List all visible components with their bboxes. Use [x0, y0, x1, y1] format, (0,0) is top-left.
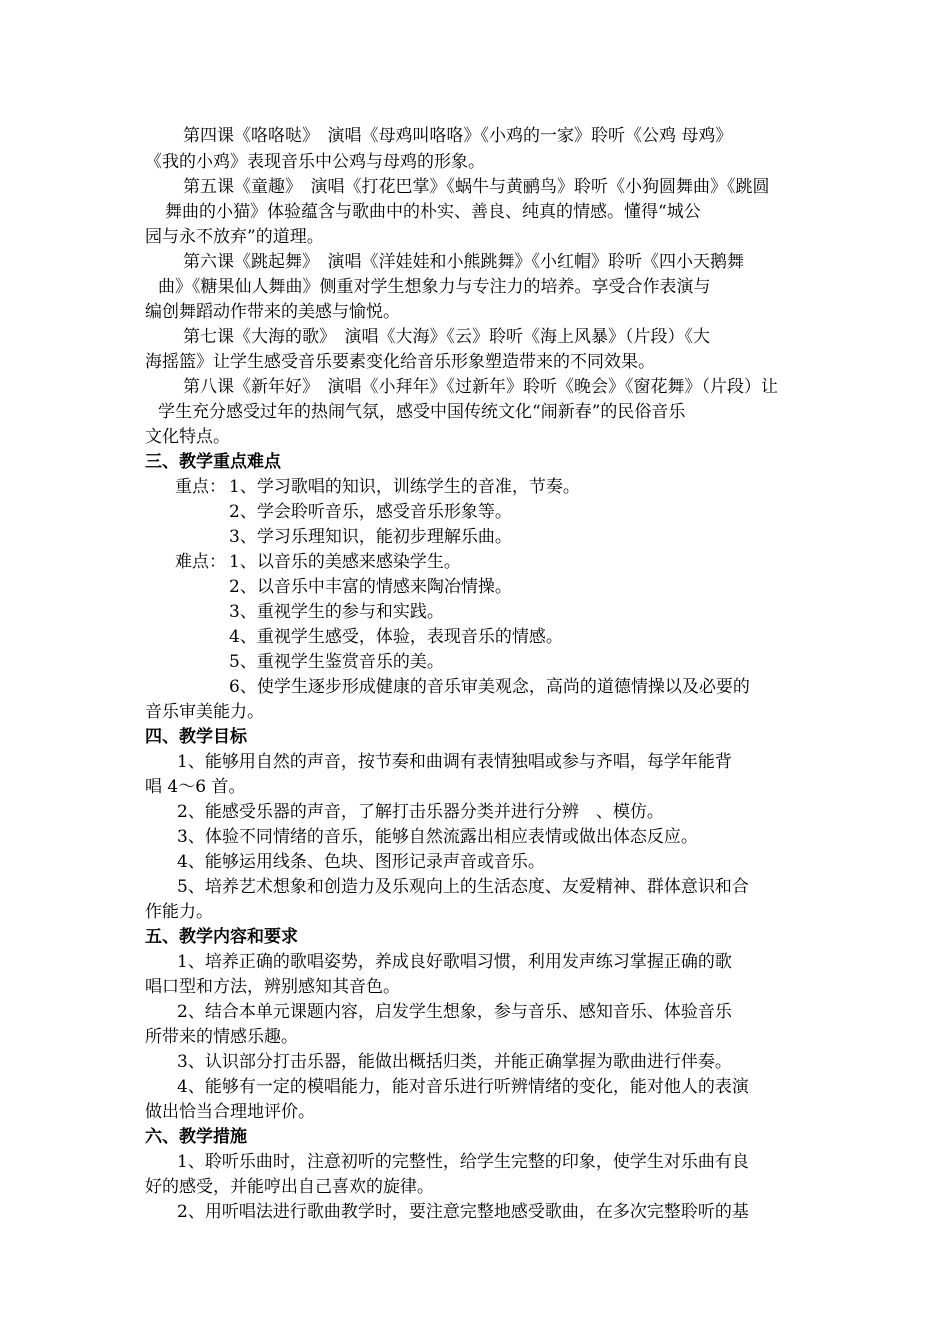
content-1-line-2: 唱口型和方法，辨别感知其音色。	[145, 977, 400, 997]
key-point-1: 1、学习歌唱的知识，训练学生的音准，节奏。	[229, 477, 580, 497]
difficulty-6-line-1: 6、使学生逐步形成健康的音乐审美观念，高尚的道德情操以及必要的	[229, 677, 750, 697]
lesson-6-line-3: 编创舞蹈动作带来的美感与愉悦。	[145, 302, 400, 322]
content-4-line-2: 做出恰当合理地评价。	[145, 1102, 315, 1122]
goal-1-line-2: 唱 4～6 首。	[145, 777, 246, 797]
difficulty-5: 5、重视学生鉴赏音乐的美。	[229, 652, 444, 672]
key-points-label: 重点：	[175, 477, 226, 497]
lesson-6-line-2: 曲》《糖果仙人舞曲》侧重对学生想象力与专注力的培养。享受合作表演与	[158, 277, 711, 297]
section-5-heading: 五、教学内容和要求	[145, 927, 298, 947]
goal-3: 3、体验不同情绪的音乐，能够自然流露出相应表情或做出体态反应。	[177, 827, 698, 847]
content-3: 3、认识部分打击乐器，能做出概括归类，并能正确掌握为歌曲进行伴奏。	[177, 1052, 732, 1072]
lesson-8-line-1: 第八课《新年好》 演唱《小拜年》《过新年》聆听《晚会》《窗花舞》（片段）让	[183, 377, 778, 397]
content-2-line-2: 所带来的情感乐趣。	[145, 1027, 298, 1047]
lesson-8-line-3: 文化特点。	[145, 427, 230, 447]
goal-1-line-1: 1、能够用自然的声音，按节奏和曲调有表情独唱或参与齐唱，每学年能背	[177, 752, 732, 772]
difficulty-6-line-2: 音乐审美能力。	[145, 702, 264, 722]
content-4-line-1: 4、能够有一定的模唱能力，能对音乐进行听辨情绪的变化，能对他人的表演	[177, 1077, 749, 1097]
content-2-line-1: 2、结合本单元课题内容，启发学生想象，参与音乐、感知音乐、体验音乐	[177, 1002, 732, 1022]
measure-2-line-1: 2、用听唱法进行歌曲教学时，要注意完整地感受歌曲，在多次完整聆听的基	[177, 1202, 749, 1222]
lesson-5-line-3: 园与永不放弃”的道理。	[145, 227, 324, 247]
section-4-heading: 四、教学目标	[145, 727, 247, 747]
lesson-4-line-2: 《我的小鸡》表现音乐中公鸡与母鸡的形象。	[145, 152, 485, 172]
lesson-4-line-1: 第四课《咯咯哒》 演唱《母鸡叫咯咯》《小鸡的一家》聆听《公鸡 母鸡》	[183, 126, 733, 146]
difficulty-1: 1、以音乐的美感来感染学生。	[229, 552, 461, 572]
content-1-line-1: 1、培养正确的歌唱姿势，养成良好歌唱习惯，利用发声练习掌握正确的歌	[177, 952, 732, 972]
measure-1-line-1: 1、聆听乐曲时，注意初听的完整性，给学生完整的印象，使学生对乐曲有良	[177, 1152, 749, 1172]
lesson-5-line-1: 第五课《童趣》 演唱《打花巴掌》《蜗牛与黄鹂鸟》聆听《小狗圆舞曲》《跳圆	[183, 177, 770, 197]
key-point-2: 2、学会聆听音乐，感受音乐形象等。	[229, 502, 512, 522]
measure-1-line-2: 好的感受，并能哼出自己喜欢的旋律。	[145, 1177, 434, 1197]
section-6-heading: 六、教学措施	[145, 1127, 247, 1147]
goal-5-line-1: 5、培养艺术想象和创造力及乐观向上的生活态度、友爱精神、群体意识和合	[177, 877, 749, 897]
goal-4: 4、能够运用线条、色块、图形记录声音或音乐。	[177, 852, 545, 872]
key-point-3: 3、学习乐理知识，能初步理解乐曲。	[229, 527, 512, 547]
difficulty-label: 难点：	[175, 552, 226, 572]
goal-5-line-2: 作能力。	[145, 902, 213, 922]
lesson-7-line-2: 海摇篮》让学生感受音乐要素变化给音乐形象塑造带来的不同效果。	[145, 352, 655, 372]
lesson-7-line-1: 第七课《大海的歌》 演唱《大海》《云》聆听《海上风暴》（片段）《大	[183, 327, 710, 347]
section-3-heading: 三、教学重点难点	[145, 452, 281, 472]
difficulty-4: 4、重视学生感受，体验，表现音乐的情感。	[229, 627, 563, 647]
difficulty-2: 2、以音乐中丰富的情感来陶冶情操。	[229, 577, 512, 597]
lesson-5-line-2: 舞曲的小猫》体验蕴含与歌曲中的朴实、善良、纯真的情感。懂得“城公	[165, 202, 701, 222]
lesson-6-line-1: 第六课《跳起舞》 演唱《洋娃娃和小熊跳舞》《小红帽》聆听《四小天鹅舞	[183, 252, 744, 272]
difficulty-3: 3、重视学生的参与和实践。	[229, 602, 444, 622]
lesson-8-line-2: 学生充分感受过年的热闹气氛，感受中国传统文化“闹新春”的民俗音乐	[158, 402, 686, 422]
goal-2: 2、能感受乐器的声音，了解打击乐器分类并进行分辨 、模仿。	[177, 802, 664, 822]
